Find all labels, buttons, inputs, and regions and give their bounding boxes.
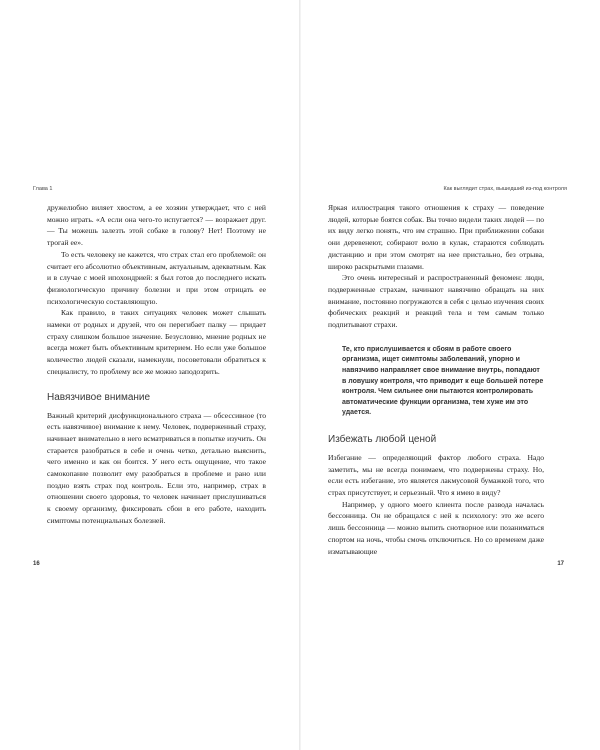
paragraph: То есть человеку не кажется, что страх стал его проблемой: он считает его абсолютно объективным, актуальным, адекватным. Как и в случае с моей ипохондрией: я был готов до последнего искать физиологическую причину болезни и при этом отрицать ее психологическую составляющую. (47, 249, 266, 306)
left-page (0, 0, 299, 750)
page-number: 17 (557, 561, 564, 567)
page-body (328, 202, 544, 557)
paragraph: дружелюбно виляет хвостом, а ее хозяин утверждает, что с ней можно играть. «А если она чего-то испугается? — возражает друг. — Ты можешь залезть этой собаке в голову? Нет! Поэтому не трогай ее». (47, 203, 266, 248)
page-number: 16 (33, 561, 40, 567)
section-heading: Избежать любой ценой (328, 433, 437, 445)
paragraph: Как правило, в таких ситуациях человек может слышать намеки от родных и друзей, что он перегибает палку — придает страху слишком большое значение. Безусловно, мнение родных не всегда может быть объективным критерием. Но если уже большое количество людей сказали, намекнули, посоветовали обратиться к специалисту, то проблему все же можно заподозрить. (47, 308, 266, 376)
paragraph: Яркая иллюстрация такого отношения к страху — поведение людей, которые боятся собак. Вы точно видели таких людей — по их виду легко понять, что им страшно. При приближении собаки они деревенеют, собирают волю в кулак, стараются соблюдать дистанцию и при этом смотрят на нее пристально, без отрыва, широко раскрытыми глазами. (328, 203, 544, 271)
running-head: Глава 1 (33, 186, 53, 192)
right-page (301, 0, 600, 750)
paragraph: Избегание — определяющий фактор любого страха. Надо заметить, мы не всегда понимаем, что подвержены страху. Но, если есть избегание, это является лакмусовой бумажкой того, что страх присутствует, и серьезный. Что я имею в виду? (328, 452, 544, 497)
section-heading: Навязчивое внимание (47, 391, 151, 403)
paragraph: Важный критерий дисфункционального страха — обсессивное (то есть навязчивое) внимание к нему. Человек, подверженный страху, начинает внимательно в него всматриваться в попытке изучить. Он старается разобраться в себе и очень четко, детально выяснить, чего именно и как он боится. У него есть ощущение, что такое самокопание позволит ему разобраться в проблеме и рано или поздно взять страх под контроль. Если это, например, страх в отношении своего здоровья, то человек начинает прислушиваться к своему организму, фиксировать сбои в его работе, находить симптомы потенциальных болезней. (47, 410, 266, 525)
pull-quote: Те, кто прислушивается к сбоям в работе своего организма, ищет симптомы заболеваний, упорно и навязчиво направляет свое внимание внутрь, попадают в ловушку контроля, что приводит к еще большей потере контроля. Чем сильнее они пытаются контролировать автоматические функции организма, тем хуже им это удается. (342, 345, 544, 417)
page-body (47, 202, 266, 527)
running-head: Как выглядит страх, вышедший из-под контроля (443, 186, 567, 192)
paragraph: Например, у одного моего клиента после развода началась бессонница. Он не обращался с ней к психологу: это же всего лишь бессонница — можно выпить снотворное или позаниматься спортом на ночь, чтобы смочь отключиться. Но со временем даже изматывающие (328, 499, 544, 556)
paragraph: Это очень интересный и распространенный феномен: люди, подверженные страхам, начинают навязчиво обращать на них внимание, постоянно погружаются в себя с целью изучения своих фобических реакций и реакций тела и тем самым только подпитывают страхи. (328, 273, 544, 330)
